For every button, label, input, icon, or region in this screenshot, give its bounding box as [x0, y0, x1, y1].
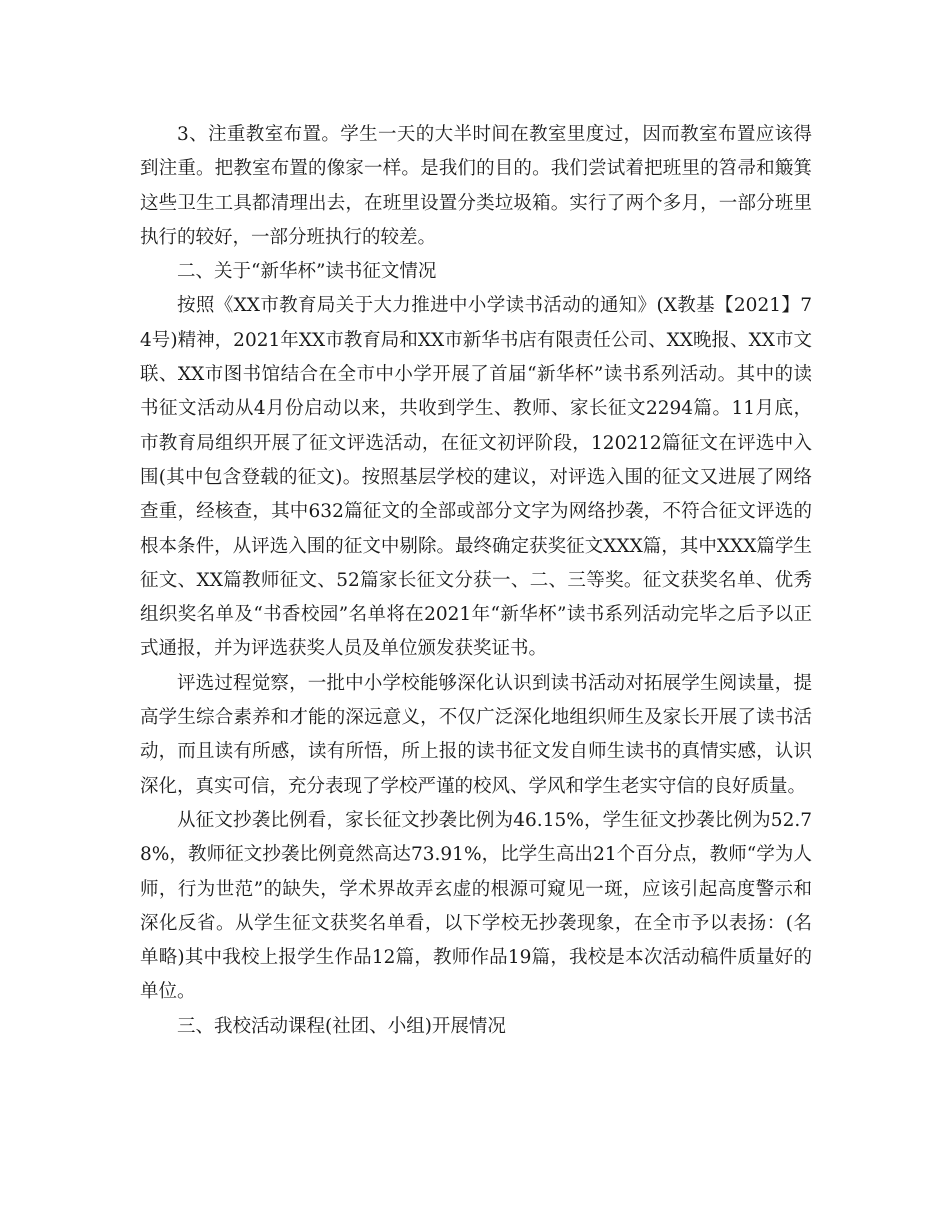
- paragraph-evaluation-findings: 评选过程觉察，一批中小学校能够深化认识到读书活动对拓展学生阅读量，提高学生综合素养和才能的深远意义，不仅广泛深化地组织师生及家长开展了读书活动，而且读有所感，读有所悟，所上报的读书征文发自师生读书的真情实感，认识深化，真实可信，充分表现了学校严谨的校风、学风和学生老实守信的良好质量。: [140, 672, 812, 797]
- section-heading-essay-contest: 二、关于“新华杯”读书征文情况: [177, 261, 437, 283]
- document-body: [140, 118, 812, 1044]
- paragraph-contest-overview: 按照《XX市教育局关于大力推进中小学读书活动的通知》(X教基【2021】74号)精神，2021年XX市教育局和XX市新华书店有限责任公司、XX晚报、XX市文联、XX市图书馆结合在全市中小学开展了首届“新华杯”读书系列活动。其中的读书征文活动从4月份启动以来，共收到学生、教师、家长征文2294篇。11月底，市教育局组织开展了征文评选活动，在征文初评阶段，120212篇征文在评选中入围(其中包含登载的征文)。按照基层学校的建议，对评选入围的征文又进展了网络查重，经核查，其中632篇征文的全部或部分文字为网络抄袭，不符合征文评选的根本条件，从评选入围的征文中剔除。最终确定获奖征文XXX篇，其中XXX篇学生征文、XX篇教师征文、52篇家长征文分获一、二、三等奖。征文获奖名单、优秀组织奖名单及“书香校园”名单将在2021年“新华杯”读书系列活动完毕之后予以正式通报，并为评选获奖人员及单位颁发获奖证书。: [140, 295, 812, 660]
- paragraph-classroom-layout: 3、注重教室布置。学生一天的大半时间在教室里度过，因而教室布置应该得到注重。把教室布置的像家一样。是我们的目的。我们尝试着把班里的笤帚和簸箕这些卫生工具都清理出去，在班里设置分类垃圾箱。实行了两个多月，一部分班里执行的较好，一部分班执行的较差。: [140, 124, 812, 248]
- section-heading-activity-courses: 三、我校活动课程(社团、小组)开展情况: [177, 1015, 506, 1037]
- paragraph-plagiarism-ratio: 从征文抄袭比例看，家长征文抄袭比例为46.15%，学生征文抄袭比例为52.78%，教师征文抄袭比例竟然高达73.91%，比学生高出21个百分点，教师“学为人师，行为世范”的缺失，学术界故弄玄虚的根源可窥见一斑，应该引起高度警示和深化反省。从学生征文获奖名单看，以下学校无抄袭现象，在全市予以表扬：(名单略)其中我校上报学生作品12篇，教师作品19篇，我校是本次活动稿件质量好的单位。: [140, 809, 812, 1003]
